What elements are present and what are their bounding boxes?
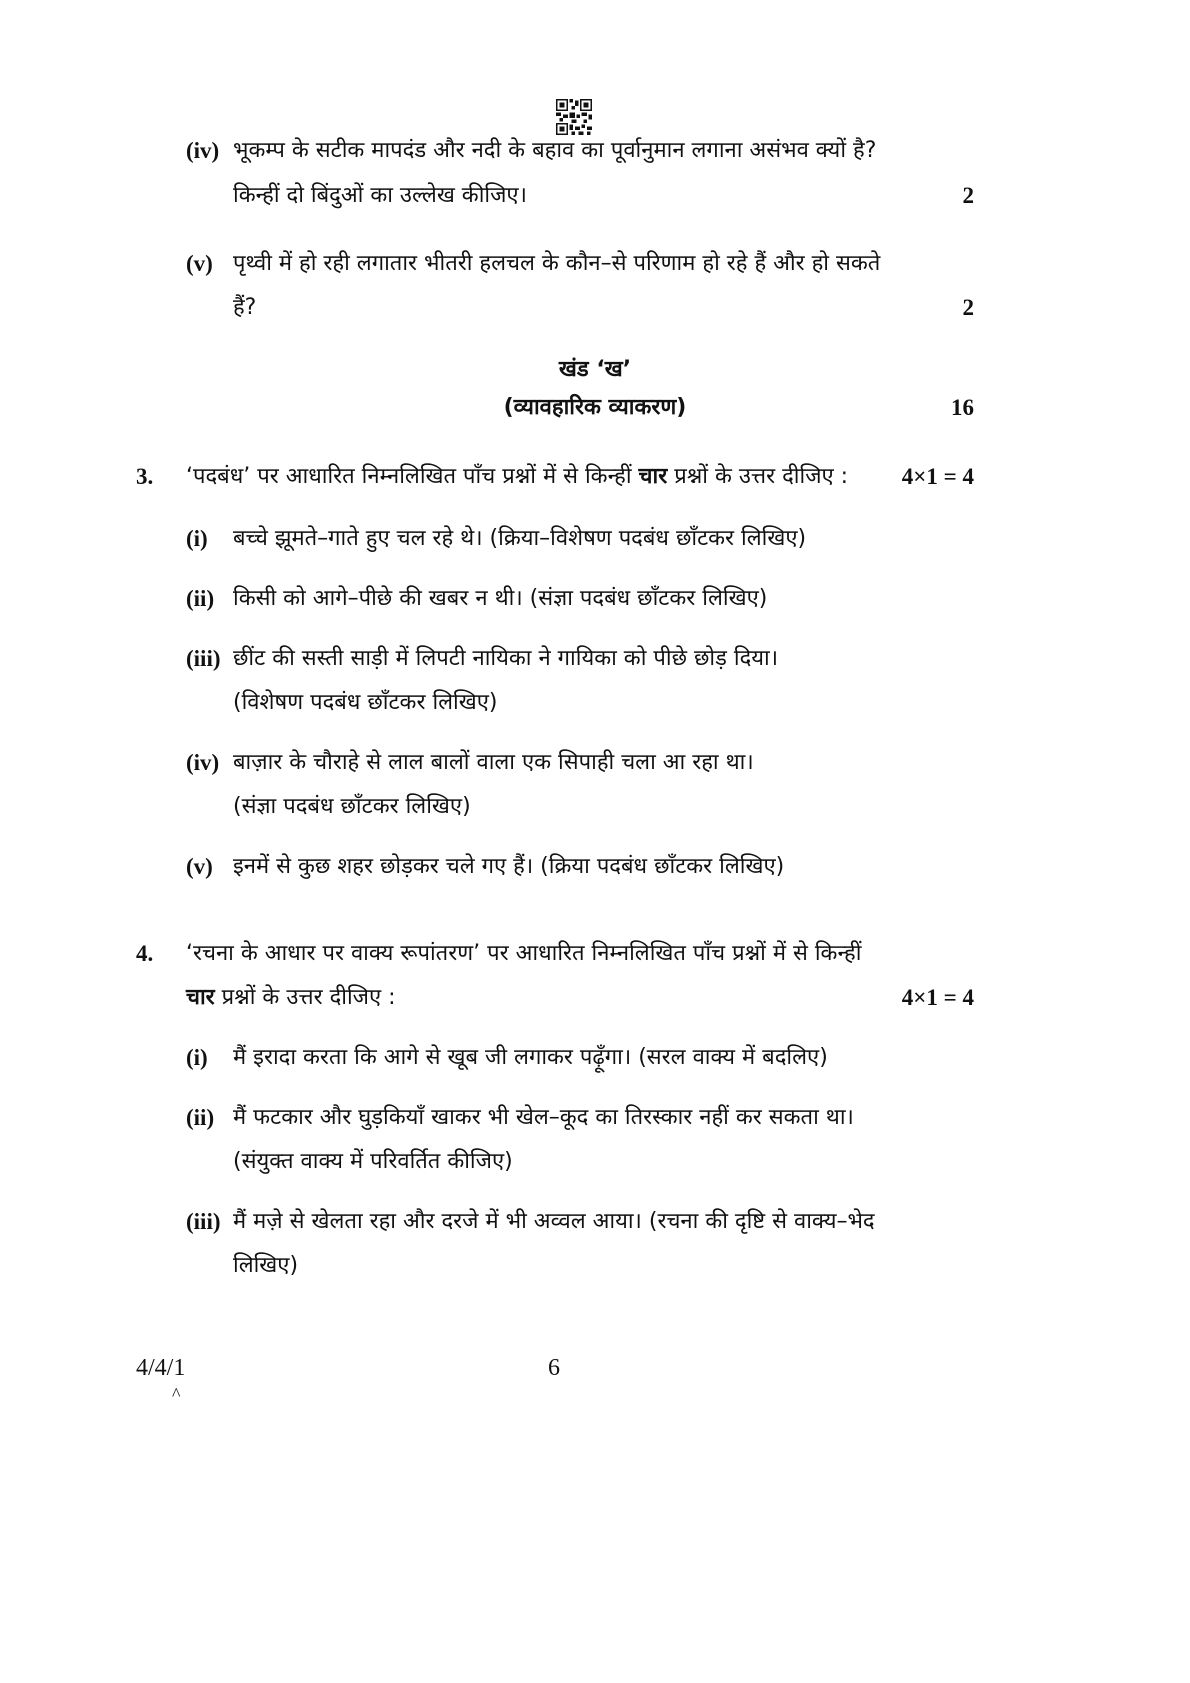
marks: 4×1 = 4 bbox=[901, 985, 974, 1010]
item-text-line: पृथ्वी में हो रही लगातार भीतरी हलचल के कौन–से परिणाम हो रहे हैं और हो सकते bbox=[233, 251, 881, 276]
prompt-text: प्रश्नों के उत्तर दीजिए : bbox=[214, 985, 396, 1010]
section-title: खंड ‘ख’ bbox=[558, 357, 632, 382]
item-text-line: (संयुक्त वाक्य में परिवर्तित कीजिए) bbox=[233, 1149, 513, 1174]
item-text-line: छींट की सस्ती साड़ी में लिपटी नायिका ने गायिका को पीछे छोड़ दिया। bbox=[233, 646, 779, 671]
question-number: 4. bbox=[136, 941, 154, 966]
item-text-line: भूकम्प के सटीक मापदंड और नदी के बहाव का पूर्वानुमान लगाना असंभव क्यों है? bbox=[233, 138, 877, 163]
question-prompt bbox=[186, 462, 848, 492]
marks: 2 bbox=[962, 295, 974, 320]
prompt-text: ‘पदबंध’ पर आधारित निम्नलिखित पाँच प्रश्नों में से किन्हीं bbox=[186, 464, 639, 489]
marks: 2 bbox=[962, 183, 974, 208]
prompt-bold-text: चार bbox=[186, 985, 215, 1010]
question-prompt-line: ‘रचना के आधार पर वाक्य रूपांतरण’ पर आधारित निम्नलिखित पाँच प्रश्नों में से किन्हीं bbox=[186, 941, 862, 966]
item-label: (v) bbox=[186, 854, 213, 879]
prompt-text: प्रश्नों के उत्तर दीजिए : bbox=[667, 464, 849, 489]
item-text-line: (विशेषण पदबंध छाँटकर लिखिए) bbox=[233, 690, 498, 715]
marks: 4×1 = 4 bbox=[901, 464, 974, 489]
item-text-line: मैं फटकार और घुड़कियाँ खाकर भी खेल–कूद का तिरस्कार नहीं कर सकता था। bbox=[233, 1105, 854, 1130]
question-prompt bbox=[186, 983, 396, 1013]
item-text-line: बाज़ार के चौराहे से लाल बालों वाला एक सिपाही चला आ रहा था। bbox=[233, 750, 754, 775]
item-label: (iii) bbox=[186, 646, 221, 671]
item-label: (iv) bbox=[186, 138, 220, 163]
paper-code: 4/4/1 bbox=[136, 1355, 186, 1381]
item-label: (i) bbox=[186, 526, 208, 551]
section-subtitle: (व्यावहारिक व्याकरण) bbox=[503, 395, 687, 420]
item-label: (iv) bbox=[186, 750, 220, 775]
item-text-line: मैं इरादा करता कि आगे से खूब जी लगाकर पढ़ूँगा। (सरल वाक्य में बदलिए) bbox=[233, 1045, 828, 1070]
item-text-line: किन्हीं दो बिंदुओं का उल्लेख कीजिए। bbox=[233, 183, 527, 208]
item-label: (v) bbox=[186, 251, 213, 276]
item-label: (iii) bbox=[186, 1209, 221, 1234]
item-text-line: इनमें से कुछ शहर छोड़कर चले गए हैं। (क्रिया पदबंध छाँटकर लिखिए) bbox=[233, 854, 785, 879]
item-text-line: बच्चे झूमते–गाते हुए चल रहे थे। (क्रिया–विशेषण पदबंध छाँटकर लिखिए) bbox=[233, 526, 807, 551]
prompt-bold-text: चार bbox=[638, 464, 668, 489]
page-number: 6 bbox=[548, 1355, 560, 1381]
item-text-line: किसी को आगे–पीछे की खबर न थी। (संज्ञा पदबंध छाँटकर लिखिए) bbox=[233, 586, 768, 611]
section-marks: 16 bbox=[951, 395, 974, 420]
item-label: (i) bbox=[186, 1045, 208, 1070]
item-text-line: हैं? bbox=[233, 295, 257, 320]
caret-mark: ^ bbox=[172, 1384, 181, 1404]
qr-code-icon bbox=[556, 99, 592, 135]
item-label: (ii) bbox=[186, 586, 215, 611]
item-text-line: (संज्ञा पदबंध छाँटकर लिखिए) bbox=[233, 794, 471, 819]
item-label: (ii) bbox=[186, 1105, 215, 1130]
item-text-line: लिखिए) bbox=[233, 1253, 299, 1278]
item-text-line: मैं मज़े से खेलता रहा और दरजे में भी अव्वल आया। (रचना की दृष्टि से वाक्य–भेद bbox=[233, 1209, 875, 1234]
question-number: 3. bbox=[136, 464, 154, 489]
